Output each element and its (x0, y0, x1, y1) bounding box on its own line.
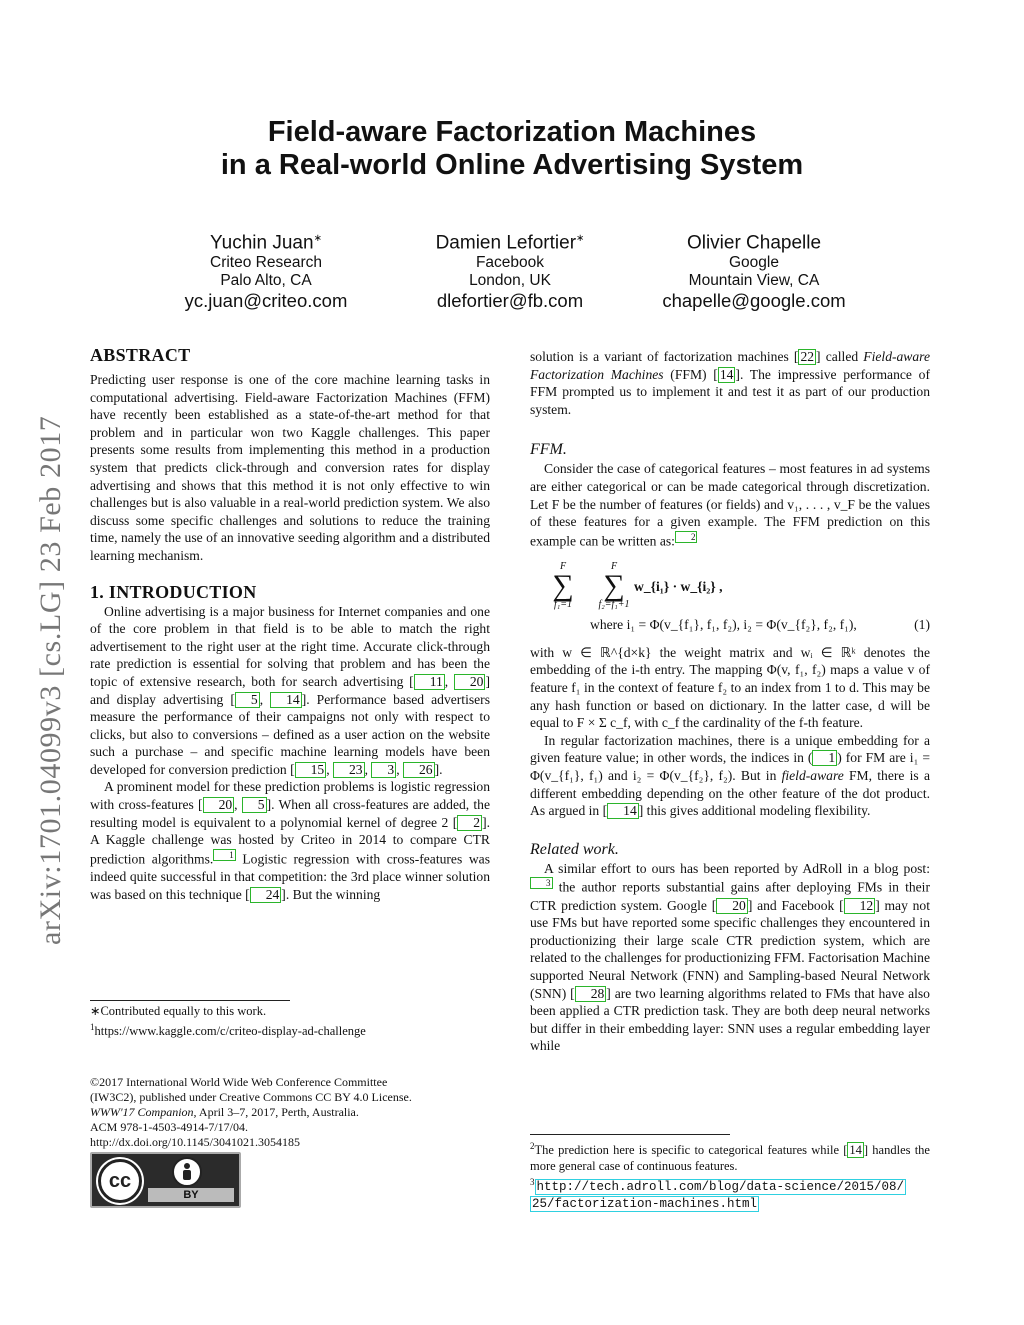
footnote-3: $^3$ http://tech.adroll.com/blog/data-science/2015/08/ (530, 1177, 905, 1195)
intro-paragraph-2: A prominent model for these prediction problems is logistic regression with cross-features [ 20 , 5 ]. When all cross-features are added, the resulting model is equivalent to a polynomial kernel of degree 2 [ 2 ]. A Kaggle challenge was hosted by Criteo in 2014 to compare CTR prediction algorithms. $^1$ Logistic regression with cross-features was indeed quite successful in that competition: the 3rd place winner solution was based on this technique [ 24 ]. But the winning (90, 779, 490, 902)
by-label: BY (148, 1188, 234, 1202)
cc-icon: cc (98, 1159, 142, 1203)
doi-link[interactable]: http://dx.doi.org/10.1145/3041021.3054185 (90, 1135, 301, 1149)
abstract-text: Predicting user response is one of the core machine learning tasks in computational advertising. Field-aware Factorization Machines (FFM) have recently been established as a state-of-the-art method for that problem and in particular won two Kaggle challenges. This paper presents some results from implementing this method in a production system that predicts click-through and conversion rates for display advertising and shows that this method it is not only effective to win challenges but is also valuable in a real-world prediction system. We also discuss some specific challenges and solutions to reduce the training time, namely the use of an innovative seeding algorithm and a distributed learning mechanism. (90, 372, 490, 563)
citation-link[interactable]: 20 (454, 674, 486, 690)
footnote-3-url-part-1[interactable]: http://tech.adroll.com/blog/data-science/2015/08/ (536, 1180, 905, 1195)
ffm-heading: FFM. (530, 441, 567, 459)
footnote-2: $^2$The prediction here is specific to categorical features while [ 14 ] handles the more general case of continuous features. (530, 1141, 930, 1174)
footnote-link[interactable]: 2 (675, 531, 698, 543)
author-org: Facebook (475, 254, 545, 272)
sum-2: F ∑ f₂=f₁+1 (598, 560, 630, 610)
ffm-paragraph-2: with w ∈ ℝ^{d×k} the weight matrix and wᵢ ∈ ℝᵏ denotes the embedding of the i-th entry. The mapping Φ(v, f₁, f₂) maps a value v of feature f₁ in the context of feature f₂ to an index from 1 to d. This may be any hash function or based on dictionary. In the latter case, d will be equal to F × Σ c_f, with c_f the cardinality of the f-th feature. (530, 644, 930, 731)
author-location: London, UK (469, 272, 551, 290)
author-org: Google (729, 254, 779, 272)
author-location: Mountain View, CA (688, 272, 820, 290)
related-work-paragraph: A similar effort to ours has been reported by AdRoll in a blog post:$^3$ the author reports substantial gains after deploying FMs in their CTR prediction system. Google [ 20 ] and Facebook [ 12 ] may not use FMs but have reported some specific challenges they encountered in productionizing their large scale CTR prediction system, which are related to the challenges for productionizing FFM. Factorisation Machine supported Neural Network (FNN) and Sampling-based Neural Network (SNN) [ 28 ] are two learning algorithms related to FMs that have also been applied a CTR prediction task. They are both deep neural networks but differ in their embedding layer: SNN uses a regular embedding layer while (530, 860, 930, 1054)
equation-where: where i₁ = Φ(v_{f₁}, f₁, f₂), i₂ = Φ(v_{f₂}, f₂, f₁), (590, 616, 857, 632)
right-paragraph-0: solution is a variant of factorization machines [ 22 ] called Field-aware Factorization Machines (FFM) [ 14 ]. The impressive performance of FFM prompted us to implement it and test it as part of our production system. (530, 349, 930, 417)
citation-link[interactable]: 3 (371, 762, 396, 778)
citation-link[interactable]: 14 (607, 803, 639, 819)
citation-link[interactable]: 5 (242, 797, 267, 813)
citation-link[interactable]: 20 (716, 898, 748, 914)
paper-title-line-1: Field-aware Factorization Machines (267, 116, 757, 148)
copyright-line-4: ACM 978-1-4503-4914-7/17/04. (90, 1120, 248, 1134)
copyright-line-1: ©2017 International World Wide Web Conference Committee (90, 1075, 388, 1089)
citation-link[interactable]: 14 (270, 692, 302, 708)
citation-link[interactable]: 22 (800, 349, 815, 364)
introduction-heading: 1. INTRODUCTION (90, 581, 257, 602)
arxiv-identifier[interactable]: arXiv:1701.04099v3 [cs.LG] 23 Feb 2017 (34, 415, 67, 945)
footnote-link[interactable]: 1 (213, 849, 236, 861)
citation-link[interactable]: 20 (203, 797, 235, 813)
author-block-2 (380, 228, 640, 312)
sum-1: F ∑ f₁=1 (552, 560, 574, 610)
related-work-heading: Related work. (530, 840, 619, 858)
citation-link[interactable]: 14 (719, 366, 734, 382)
footnote-1-url[interactable]: https://www.kaggle.com/c/criteo-display-ad-challenge (94, 1024, 366, 1039)
ffm-paragraph-3: In regular factorization machines, there is a unique embedding for a given feature value; in other words, the indices in ( 1 ) for FM are i₁ = Φ(v_{f₁}, f₁) and i₂ = Φ(v_{f₂}, f₂). But in field-aware FM, there is a different embedding depending on the other feature of the dot product. As argued in [ 14 ] this gives additional modeling flexibility. (530, 732, 930, 819)
intro-paragraph-1: Online advertising is a major business for Internet companies and one of the core problem in that field is to be able to match the right advertisement to the right user at the right time. Accurate click-through rate prediction is essential for solving that problem and has been the topic of extensive research, both for search advertising [ 11 , 20 ] and display advertising [ 5 , 14 ]. Performance based advertisers measure the performance of their campaigns not only with respect to clicks, but also to conversions – defined as a user action on the website such a purchase – and specific machine learning models have been developed for conversion prediction [ 15 , 23 , 3 , 26 ]. (90, 603, 490, 777)
author-name: Damien Lefortier (435, 232, 577, 254)
abstract-heading: ABSTRACT (90, 345, 191, 365)
author-mark: ∗ (576, 233, 585, 244)
person-icon (172, 1157, 202, 1187)
equation-number: (1) (914, 616, 930, 632)
citation-link[interactable]: 2 (457, 815, 482, 831)
author-name: Olivier Chapelle (686, 232, 822, 254)
footnote-1: $^1$https://www.kaggle.com/c/criteo-display-ad-challenge (90, 1022, 366, 1039)
right-column (530, 348, 930, 1055)
author-mark: ∗ (313, 233, 322, 244)
equation-link[interactable]: 1 (812, 750, 837, 766)
author-org: Criteo Research (210, 254, 322, 272)
right-footnotes (530, 1138, 930, 1212)
creative-commons-badge[interactable] (90, 1152, 241, 1208)
equation-main: w_{i₁} · w_{i₂} , (634, 578, 723, 594)
citation-link[interactable]: 23 (333, 762, 365, 778)
author-block-1 (136, 228, 396, 312)
citation-link[interactable]: 26 (403, 762, 435, 778)
left-footnotes (90, 1003, 490, 1039)
copyright-line-2: (IW3C2), published under Creative Commons CC BY 4.0 License. (90, 1090, 412, 1104)
ffm-paragraph-1: Consider the case of categorical features – most features in ad systems are either categorical or can be made categorical through discretization. Let F be the number of features (or fields) and v₁, . . . , v_F be the values of these features for a given example. The FFM prediction on this example can be written as: $^2$ (530, 461, 930, 549)
citation-link[interactable]: 14 (849, 1143, 862, 1158)
author-block-3 (624, 228, 884, 312)
author-email[interactable]: dlefortier@fb.com (436, 290, 584, 312)
citation-link[interactable]: 12 (844, 898, 876, 914)
right-footnote-rule (530, 1134, 730, 1135)
citation-link[interactable]: 5 (235, 692, 260, 708)
footnote-3-url-part-2[interactable]: 25/factorization-machines.html (532, 1197, 758, 1212)
footnote-link[interactable]: 3 (530, 877, 553, 889)
left-column (90, 344, 490, 903)
author-email[interactable]: chapelle@google.com (662, 290, 846, 312)
footnote-rule (90, 1000, 290, 1001)
equation-1 (530, 562, 930, 644)
footnote-star: ∗Contributed equally to this work. (90, 1004, 267, 1018)
citation-link[interactable]: 24 (250, 887, 282, 903)
copyright-block (90, 1075, 510, 1150)
citation-link[interactable]: 15 (295, 762, 327, 778)
citation-link[interactable]: 11 (414, 674, 445, 690)
author-name: Yuchin Juan (210, 232, 314, 254)
author-email[interactable]: yc.juan@criteo.com (184, 290, 348, 312)
paper-title-line-2: in a Real-world Online Advertising System (220, 149, 804, 181)
copyright-line-3: WWW'17 Companion, April 3–7, 2017, Perth, Australia. (90, 1105, 359, 1119)
citation-link[interactable]: 28 (575, 986, 607, 1002)
author-location: Palo Alto, CA (220, 272, 312, 290)
